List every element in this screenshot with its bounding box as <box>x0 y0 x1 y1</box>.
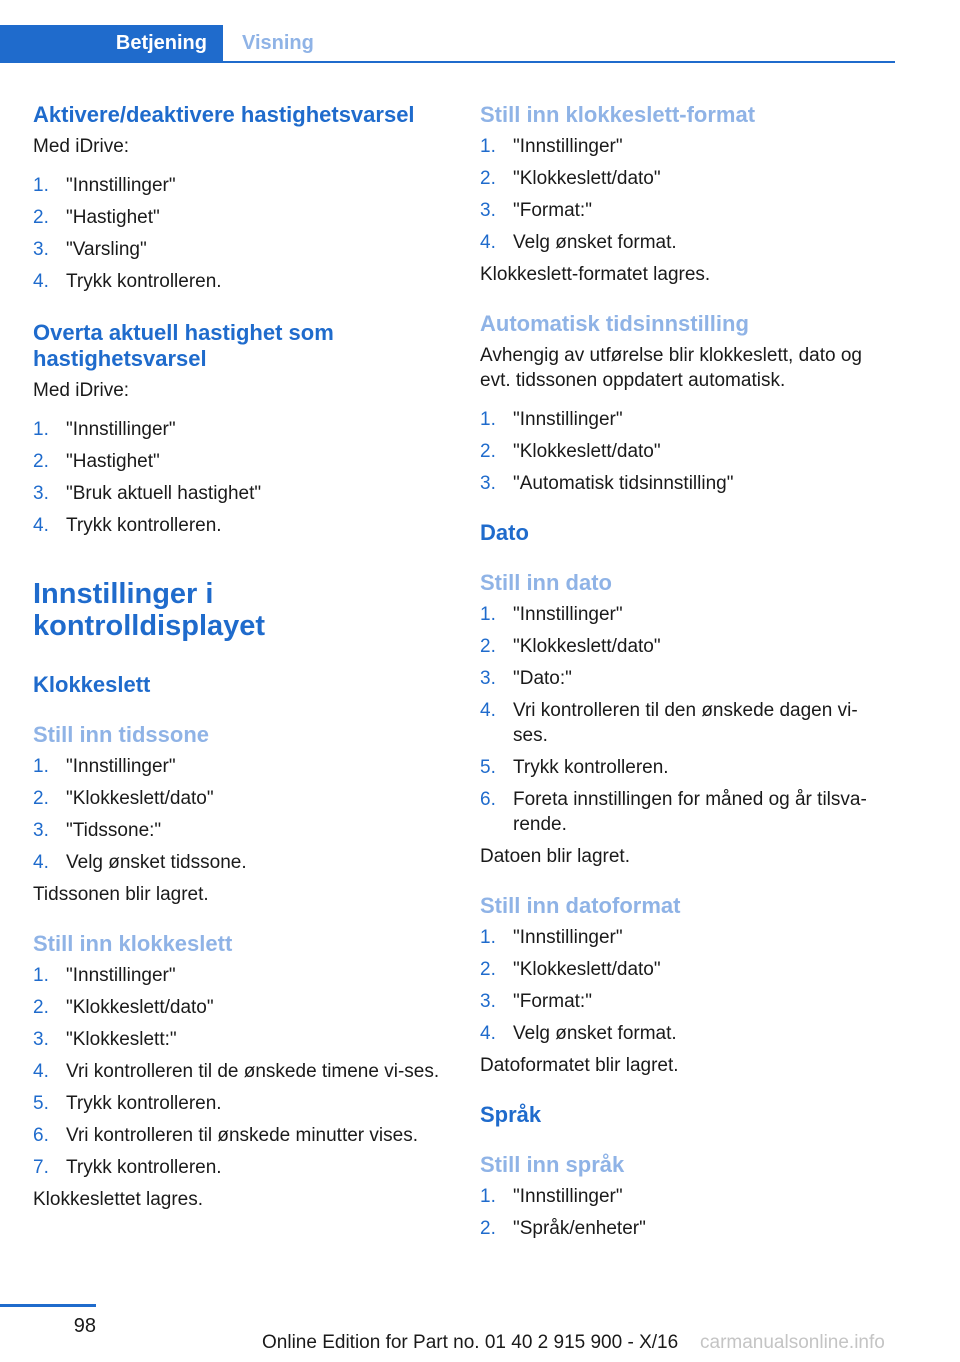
list-item-text: "Klokkeslett/dato" <box>513 168 661 189</box>
list-item <box>480 925 890 950</box>
list-item-number: 5. <box>480 757 496 778</box>
steps-list <box>33 173 443 294</box>
list-item <box>480 1216 890 1241</box>
list-item-number: 2. <box>33 788 49 809</box>
list-item-number: 1. <box>33 175 49 196</box>
list-item-number: 1. <box>33 965 49 986</box>
page-number: 98 <box>73 1315 96 1337</box>
list-item <box>480 166 890 191</box>
list-item <box>33 269 443 294</box>
subsection-title-auto-time: Automatisk tidsinnstilling <box>480 311 749 336</box>
tab-visning[interactable]: Visning <box>242 31 314 54</box>
list-item-number: 4. <box>480 700 496 721</box>
list-item-number: 4. <box>33 515 49 536</box>
list-item <box>33 1155 443 1180</box>
list-item-number: 6. <box>33 1125 49 1146</box>
chapter-title: Innstillinger i kontrolldisplayet <box>33 578 266 642</box>
list-item-text: Trykk kontrolleren. <box>66 515 222 536</box>
list-item-text: "Bruk aktuell hastighet" <box>66 483 262 504</box>
list-item-text: "Automatisk tidsinnstilling" <box>513 473 734 494</box>
list-item-number: 4. <box>33 271 49 292</box>
list-item <box>480 407 890 432</box>
list-item <box>480 666 890 691</box>
list-item-text: "Innstillinger" <box>513 927 623 948</box>
list-item-text: "Innstillinger" <box>66 419 176 440</box>
list-item-text: Vri kontrolleren til de ønskede timene vi-ses. <box>66 1061 440 1082</box>
list-item <box>33 995 443 1020</box>
list-item <box>33 754 443 779</box>
edition-text: Online Edition for Part no. 01 40 2 915 900 - X/16 <box>262 1332 679 1353</box>
result-text: Klokkeslett-formatet lagres. <box>480 264 711 285</box>
list-item-number: 4. <box>33 1061 49 1082</box>
list-item-text: Trykk kontrolleren. <box>66 1093 222 1114</box>
steps-list <box>480 407 890 496</box>
list-item-number: 7. <box>33 1157 49 1178</box>
list-item-text: "Hastighet" <box>66 207 160 228</box>
steps-list <box>33 754 443 875</box>
list-item-number: 1. <box>480 927 496 948</box>
section-intro: Med iDrive: <box>33 380 130 401</box>
list-item-number: 3. <box>33 483 49 504</box>
list-item <box>33 481 443 506</box>
subsection-title-language: Still inn språk <box>480 1152 625 1177</box>
list-item <box>480 989 890 1014</box>
right-column <box>480 102 890 1248</box>
list-item <box>480 471 890 496</box>
list-item-number: 4. <box>480 232 496 253</box>
list-item-text: "Varsling" <box>66 239 147 260</box>
list-item-number: 3. <box>480 668 496 689</box>
list-item <box>33 963 443 988</box>
list-item-number: 1. <box>480 604 496 625</box>
steps-list <box>480 925 890 1046</box>
list-item-text: "Språk/enheter" <box>513 1218 646 1239</box>
list-item-text: Foreta innstillingen for måned og år tilsva-rende. <box>513 789 867 835</box>
list-item-text: "Innstillinger" <box>513 136 623 157</box>
list-item-number: 1. <box>480 1186 496 1207</box>
list-item <box>480 198 890 223</box>
list-item-number: 1. <box>480 409 496 430</box>
steps-list <box>33 417 443 538</box>
list-item <box>480 602 890 627</box>
list-item-text: "Innstillinger" <box>66 175 176 196</box>
list-item-number: 1. <box>480 136 496 157</box>
list-item-number: 3. <box>480 473 496 494</box>
steps-list <box>480 134 890 255</box>
list-item-number: 2. <box>480 168 496 189</box>
list-item-number: 1. <box>33 756 49 777</box>
list-item-number: 5. <box>33 1093 49 1114</box>
steps-list <box>480 602 890 837</box>
list-item-number: 2. <box>480 1218 496 1239</box>
steps-list <box>33 963 443 1180</box>
watermark-text: carmanualsonline.info <box>700 1332 885 1353</box>
list-item-number: 3. <box>33 239 49 260</box>
list-item-number: 2. <box>480 959 496 980</box>
section-heading-date: Dato <box>480 520 529 545</box>
list-item-number: 2. <box>33 207 49 228</box>
list-item-text: "Format:" <box>513 991 592 1012</box>
list-item <box>33 1059 443 1084</box>
list-item-text: "Klokkeslett/dato" <box>513 959 661 980</box>
list-item <box>33 513 443 538</box>
result-text: Klokkeslettet lagres. <box>33 1189 204 1210</box>
list-item-number: 2. <box>480 636 496 657</box>
list-item-text: Velg ønsket format. <box>513 232 677 253</box>
subsection-title-time: Still inn klokkeslett <box>33 931 233 956</box>
list-item-number: 2. <box>480 441 496 462</box>
list-item <box>33 850 443 875</box>
subsection-title-time-format: Still inn klokkeslett-format <box>480 102 756 127</box>
list-item-text: Velg ønsket tidssone. <box>66 852 247 873</box>
list-item <box>33 786 443 811</box>
list-item-text: "Klokkeslett/dato" <box>513 441 661 462</box>
list-item-text: "Klokkeslett:" <box>66 1029 177 1050</box>
result-text: Datoformatet blir lagret. <box>480 1055 679 1076</box>
list-item-text: "Klokkeslett/dato" <box>66 997 214 1018</box>
list-item <box>33 417 443 442</box>
result-text: Tidssonen blir lagret. <box>33 884 209 905</box>
section-title-current-speed: Overta aktuell hastighet som hastighetsvarsel <box>33 320 334 371</box>
header-bar <box>0 25 895 63</box>
list-item-text: Vri kontrolleren til den ønskede dagen vi-ses. <box>513 700 858 746</box>
list-item <box>480 1021 890 1046</box>
list-item-number: 6. <box>480 789 496 810</box>
list-item-number: 3. <box>480 200 496 221</box>
list-item-text: "Hastighet" <box>66 451 160 472</box>
list-item-text: Trykk kontrolleren. <box>66 1157 222 1178</box>
list-item-number: 3. <box>480 991 496 1012</box>
list-item-text: "Tidssone:" <box>66 820 162 841</box>
list-item <box>33 818 443 843</box>
list-item <box>480 755 890 780</box>
list-item <box>33 1091 443 1116</box>
list-item-text: Trykk kontrolleren. <box>66 271 222 292</box>
list-item-text: "Klokkeslett/dato" <box>513 636 661 657</box>
list-item-number: 2. <box>33 997 49 1018</box>
list-item <box>480 787 890 837</box>
list-item <box>480 1184 890 1209</box>
list-item <box>33 237 443 262</box>
list-item-text: Velg ønsket format. <box>513 1023 677 1044</box>
tab-betjening[interactable]: Betjening <box>0 25 223 61</box>
section-heading-language: Språk <box>480 1102 542 1127</box>
list-item-number: 4. <box>33 852 49 873</box>
list-item-text: "Klokkeslett/dato" <box>66 788 214 809</box>
list-item <box>33 173 443 198</box>
subsection-title-timezone: Still inn tidssone <box>33 722 210 747</box>
list-item <box>33 205 443 230</box>
list-item-text: "Innstillinger" <box>513 1186 623 1207</box>
list-item-text: Trykk kontrolleren. <box>513 757 669 778</box>
steps-list <box>480 1184 890 1241</box>
list-item-number: 1. <box>33 419 49 440</box>
list-item-text: "Format:" <box>513 200 592 221</box>
subsection-title-date: Still inn dato <box>480 570 612 595</box>
list-item-number: 3. <box>33 820 49 841</box>
list-item-text: Vri kontrolleren til ønskede minutter vises. <box>66 1125 418 1146</box>
list-item-text: "Innstillinger" <box>66 965 176 986</box>
section-intro: Med iDrive: <box>33 136 130 157</box>
list-item-text: "Innstillinger" <box>513 409 623 430</box>
list-item <box>33 449 443 474</box>
list-item <box>33 1123 443 1148</box>
subsection-title-date-format: Still inn datoformat <box>480 893 681 918</box>
list-item-text: "Innstillinger" <box>66 756 176 777</box>
list-item <box>480 230 890 255</box>
list-item-number: 3. <box>33 1029 49 1050</box>
list-item <box>480 698 890 748</box>
list-item <box>480 134 890 159</box>
section-intro: Avhengig av utførelse blir klokkeslett, dato og evt. tidssonen oppdatert automatisk. <box>480 345 862 391</box>
section-heading-clock: Klokkeslett <box>33 672 151 697</box>
list-item <box>480 439 890 464</box>
list-item-number: 2. <box>33 451 49 472</box>
list-item-text: "Innstillinger" <box>513 604 623 625</box>
section-title-speed-warning: Aktivere/deaktivere hastighetsvarsel <box>33 102 415 127</box>
list-item <box>480 957 890 982</box>
left-column <box>33 102 443 1212</box>
list-item-number: 4. <box>480 1023 496 1044</box>
list-item <box>480 634 890 659</box>
list-item <box>33 1027 443 1052</box>
result-text: Datoen blir lagret. <box>480 846 630 867</box>
list-item-text: "Dato:" <box>513 668 572 689</box>
footer-rule <box>0 1304 96 1307</box>
